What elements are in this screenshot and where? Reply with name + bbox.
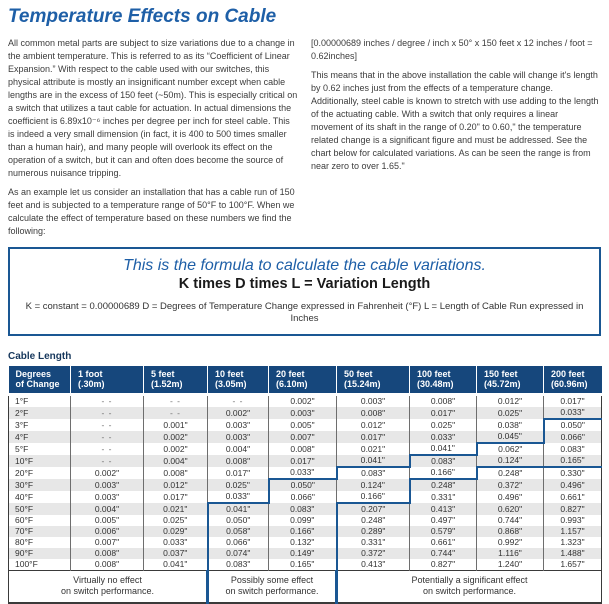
- value-cell: 0.041": [337, 455, 410, 467]
- value-cell: 0.496": [477, 491, 544, 503]
- value-cell: 0.248": [337, 515, 410, 526]
- value-cell: 0.041": [410, 443, 477, 455]
- value-cell: 0.008": [410, 395, 477, 408]
- value-cell: 0.166": [410, 467, 477, 479]
- table-row: [9, 526, 602, 537]
- column-header-3: [208, 366, 269, 395]
- footer-zone-1: [208, 571, 337, 604]
- value-cell: 0.165": [544, 455, 602, 467]
- value-cell: 0.025": [208, 479, 269, 491]
- value-cell: 1.488": [544, 548, 602, 559]
- column-header-line2: (60.96m): [551, 379, 588, 389]
- value-cell: 0.083": [337, 467, 410, 479]
- value-cell: 0.017": [337, 431, 410, 443]
- table-row: [9, 395, 602, 408]
- value-cell: - -: [71, 395, 144, 408]
- column-header-line1: 20 feet: [276, 369, 305, 379]
- value-cell: 1.116": [477, 548, 544, 559]
- value-cell: 0.001": [144, 419, 208, 431]
- table-row: [9, 537, 602, 548]
- degrees-cell: 90°F: [9, 548, 71, 559]
- column-header-1: [71, 366, 144, 395]
- value-cell: 1.657": [544, 559, 602, 571]
- value-cell: 1.323": [544, 537, 602, 548]
- value-cell: 0.827": [544, 503, 602, 515]
- value-cell: 0.021": [144, 503, 208, 515]
- column-header-8: [544, 366, 602, 395]
- value-cell: 0.033": [144, 537, 208, 548]
- degrees-cell: 60°F: [9, 515, 71, 526]
- column-header-line1: 10 feet: [215, 369, 244, 379]
- value-cell: 0.002": [71, 467, 144, 479]
- intro-paragraph-2: As an example let us consider an installation that has a cable run of 150 feet and is subjected to a temperature range of 50°F to 100°F. When we calculate the effect of temperature based on these numbers we find the following:: [8, 187, 295, 236]
- cable-length-table: [8, 366, 602, 604]
- value-cell: 0.005": [71, 515, 144, 526]
- value-cell: - -: [71, 443, 144, 455]
- intro-columns: [8, 37, 601, 244]
- value-cell: 0.083": [544, 443, 602, 455]
- column-header-line1: 5 feet: [151, 369, 175, 379]
- calculation-paragraph: This means that in the above installation the cable will change it's length by 0.62 inches just from the effects of a temperature change. Additionally, steel cable is known to stretch with use adding to the length of the actuating cable. With a switch that only requires a linear movement of its shaft in the range of 0.20" to 0.60," the temperature related change is a significant figure and must be addressed. See the chart below for calculated variations. As can be seen the range is from near zero to over 1.65.": [311, 70, 599, 171]
- header-row: [9, 366, 602, 395]
- value-cell: 0.993": [544, 515, 602, 526]
- table-row: [9, 407, 602, 419]
- table-row: [9, 479, 602, 491]
- value-cell: 0.005": [269, 419, 337, 431]
- value-cell: 0.050": [208, 515, 269, 526]
- value-cell: 0.012": [144, 479, 208, 491]
- value-cell: 0.017": [208, 467, 269, 479]
- column-header-4: [269, 366, 337, 395]
- formula-heading: This is the formula to calculate the cable variations.: [123, 257, 486, 274]
- value-cell: 0.372": [477, 479, 544, 491]
- footer-zone-line2: on switch performance.: [60, 586, 155, 596]
- value-cell: 0.017": [269, 455, 337, 467]
- table-row: [9, 548, 602, 559]
- column-header-line1: 200 feet: [551, 369, 585, 379]
- column-header-7: [477, 366, 544, 395]
- degrees-cell: 3°F: [9, 419, 71, 431]
- value-cell: 0.008": [269, 443, 337, 455]
- column-header-line2: (45.72m): [484, 379, 521, 389]
- value-cell: 0.372": [337, 548, 410, 559]
- value-cell: 0.003": [208, 419, 269, 431]
- value-cell: 0.166": [269, 526, 337, 537]
- footer-zone-line1: Possibly some effect: [230, 575, 314, 585]
- value-cell: 0.033": [269, 467, 337, 479]
- value-cell: 0.413": [337, 559, 410, 571]
- table-row: [9, 431, 602, 443]
- value-cell: 0.021": [337, 443, 410, 455]
- value-cell: 0.006": [71, 526, 144, 537]
- value-cell: 0.579": [410, 526, 477, 537]
- table-label: Cable Length: [8, 351, 72, 362]
- value-cell: 0.025": [410, 419, 477, 431]
- column-header-line1: 100 feet: [417, 369, 451, 379]
- value-cell: 0.827": [410, 559, 477, 571]
- degrees-cell: 70°F: [9, 526, 71, 537]
- value-cell: 0.004": [208, 443, 269, 455]
- value-cell: 0.166": [337, 491, 410, 503]
- value-cell: 0.003": [71, 479, 144, 491]
- value-cell: 0.132": [269, 537, 337, 548]
- value-cell: 0.099": [269, 515, 337, 526]
- value-cell: 0.083": [208, 559, 269, 571]
- value-cell: 0.008": [208, 455, 269, 467]
- value-cell: 0.992": [477, 537, 544, 548]
- table-body: [9, 395, 602, 571]
- value-cell: 0.330": [544, 467, 602, 479]
- table-row: [9, 503, 602, 515]
- value-cell: 0.497": [410, 515, 477, 526]
- value-cell: - -: [71, 419, 144, 431]
- value-cell: 0.620": [477, 503, 544, 515]
- value-cell: 0.661": [544, 491, 602, 503]
- table-row: [9, 455, 602, 467]
- table-row: [9, 491, 602, 503]
- column-header-line2: (3.05m): [215, 379, 247, 389]
- degrees-cell: 20°F: [9, 467, 71, 479]
- value-cell: 0.003": [71, 491, 144, 503]
- footer-zone-line1: Potentially a significant effect: [411, 575, 528, 585]
- table-row: [9, 559, 602, 571]
- value-cell: 0.207": [337, 503, 410, 515]
- value-cell: 0.033": [544, 407, 602, 419]
- value-cell: 0.058": [208, 526, 269, 537]
- value-cell: - -: [71, 455, 144, 467]
- footer-zone-0: [9, 571, 208, 604]
- column-header-5: [337, 366, 410, 395]
- column-header-line2: (1.52m): [151, 379, 183, 389]
- table-row: [9, 419, 602, 431]
- column-header-line2: of Change: [15, 379, 60, 389]
- degrees-cell: 50°F: [9, 503, 71, 515]
- value-cell: 0.066": [208, 537, 269, 548]
- column-header-line1: 50 feet: [344, 369, 373, 379]
- degrees-cell: 1°F: [9, 395, 71, 408]
- value-cell: 0.029": [144, 526, 208, 537]
- value-cell: - -: [144, 407, 208, 419]
- value-cell: 0.248": [410, 479, 477, 491]
- column-header-line1: Degrees: [15, 369, 52, 379]
- degrees-cell: 100°F: [9, 559, 71, 571]
- formula-box: [8, 247, 601, 336]
- value-cell: 0.003": [337, 395, 410, 408]
- value-cell: 0.124": [337, 479, 410, 491]
- value-cell: 1.240": [477, 559, 544, 571]
- value-cell: 0.017": [544, 395, 602, 408]
- value-cell: 0.661": [410, 537, 477, 548]
- value-cell: 0.331": [337, 537, 410, 548]
- value-cell: 0.050": [544, 419, 602, 431]
- value-cell: 0.002": [144, 431, 208, 443]
- column-header-line1: 1 foot: [78, 369, 103, 379]
- value-cell: 0.149": [269, 548, 337, 559]
- formula-equation: K times D times L = Variation Length: [178, 276, 431, 292]
- value-cell: 0.074": [208, 548, 269, 559]
- value-cell: 0.744": [410, 548, 477, 559]
- value-cell: 0.004": [71, 503, 144, 515]
- value-cell: 0.008": [337, 407, 410, 419]
- formula-legend: K = constant = 0.00000689 D = Degrees of Temperature Change expressed in Fahrenheit (°F) L = Length of Cable Run expressed in Inches: [25, 301, 584, 324]
- intro-paragraph-1: All common metal parts are subject to size variations due to a change in the ambient temperature. This is referred to as its “Coefficient of Linear Expansion.” With respect to the cable used with our switches, this physical attribute is mostly an insignificant number except when cable lengths are in the excess of 150 feet (~50m). This is especially critical on a switch that utilizes a taut cable for actuation. In actual dimensions the coefficient is 6.89x10⁻⁶ inches per degree per inch for steel cable. This is indeed a very small dimension (in fact, it is 400 to 500 times smaller than a human hair), and many people will overlook its effect on the operation of a switch, but it can and often does become the source of numerous nuisance tripping.: [8, 38, 298, 178]
- value-cell: 0.124": [477, 455, 544, 467]
- value-cell: 0.289": [337, 526, 410, 537]
- value-cell: 0.003": [269, 407, 337, 419]
- column-header-line2: (6.10m): [276, 379, 308, 389]
- value-cell: 0.037": [144, 548, 208, 559]
- footer-zone-line1: Virtually no effect: [73, 575, 142, 585]
- value-cell: 0.008": [71, 548, 144, 559]
- degrees-cell: 10°F: [9, 455, 71, 467]
- value-cell: 0.038": [477, 419, 544, 431]
- column-header-line2: (30.48m): [417, 379, 454, 389]
- value-cell: 0.012": [337, 419, 410, 431]
- column-header-6: [410, 366, 477, 395]
- value-cell: - -: [208, 395, 269, 408]
- value-cell: 0.003": [208, 431, 269, 443]
- intro-left-column: [8, 37, 298, 244]
- value-cell: 1.157": [544, 526, 602, 537]
- value-cell: 0.045": [477, 431, 544, 443]
- value-cell: 0.025": [144, 515, 208, 526]
- value-cell: 0.041": [144, 559, 208, 571]
- value-cell: 0.413": [410, 503, 477, 515]
- table-header: [9, 366, 602, 395]
- value-cell: 0.165": [269, 559, 337, 571]
- value-cell: 0.062": [477, 443, 544, 455]
- degrees-cell: 5°F: [9, 443, 71, 455]
- value-cell: 0.083": [269, 503, 337, 515]
- value-cell: 0.017": [410, 407, 477, 419]
- column-header-line2: (15.24m): [344, 379, 381, 389]
- footer-zone-2: [337, 571, 602, 604]
- value-cell: 0.007": [71, 537, 144, 548]
- value-cell: 0.066": [269, 491, 337, 503]
- value-cell: 0.050": [269, 479, 337, 491]
- degrees-cell: 4°F: [9, 431, 71, 443]
- degrees-cell: 80°F: [9, 537, 71, 548]
- footer-row: [9, 571, 602, 604]
- column-header-line2: (.30m): [78, 379, 105, 389]
- table-row: [9, 515, 602, 526]
- value-cell: 0.744": [477, 515, 544, 526]
- value-cell: 0.007": [269, 431, 337, 443]
- value-cell: 0.002": [269, 395, 337, 408]
- column-header-2: [144, 366, 208, 395]
- value-cell: 0.002": [208, 407, 269, 419]
- value-cell: 0.017": [144, 491, 208, 503]
- value-cell: - -: [71, 407, 144, 419]
- value-cell: 0.008": [144, 467, 208, 479]
- value-cell: 0.008": [71, 559, 144, 571]
- table-row: [9, 443, 602, 455]
- value-cell: 0.012": [477, 395, 544, 408]
- degrees-cell: 40°F: [9, 491, 71, 503]
- footer-zone-line2: on switch performance.: [422, 586, 517, 596]
- value-cell: - -: [71, 431, 144, 443]
- degrees-cell: 2°F: [9, 407, 71, 419]
- value-cell: 0.331": [410, 491, 477, 503]
- value-cell: 0.066": [544, 431, 602, 443]
- value-cell: 0.496": [544, 479, 602, 491]
- calculation-bracket: [0.00000689 inches / degree / inch x 50° x 150 feet x 12 inches / foot = 0.62inches]: [311, 38, 593, 61]
- value-cell: 0.033": [410, 431, 477, 443]
- value-cell: 0.025": [477, 407, 544, 419]
- value-cell: 0.033": [208, 491, 269, 503]
- column-header-0: [9, 366, 71, 395]
- degrees-cell: 30°F: [9, 479, 71, 491]
- page-title: Temperature Effects on Cable: [8, 6, 277, 27]
- intro-right-column: [311, 37, 601, 244]
- value-cell: 0.041": [208, 503, 269, 515]
- table-footer: [9, 571, 602, 604]
- footer-zone-line2: on switch performance.: [225, 586, 319, 596]
- value-cell: 0.002": [144, 443, 208, 455]
- value-cell: 0.248": [477, 467, 544, 479]
- value-cell: - -: [144, 395, 208, 408]
- table-row: [9, 467, 602, 479]
- value-cell: 0.868": [477, 526, 544, 537]
- value-cell: 0.004": [144, 455, 208, 467]
- value-cell: 0.083": [410, 455, 477, 467]
- column-header-line1: 150 feet: [484, 369, 518, 379]
